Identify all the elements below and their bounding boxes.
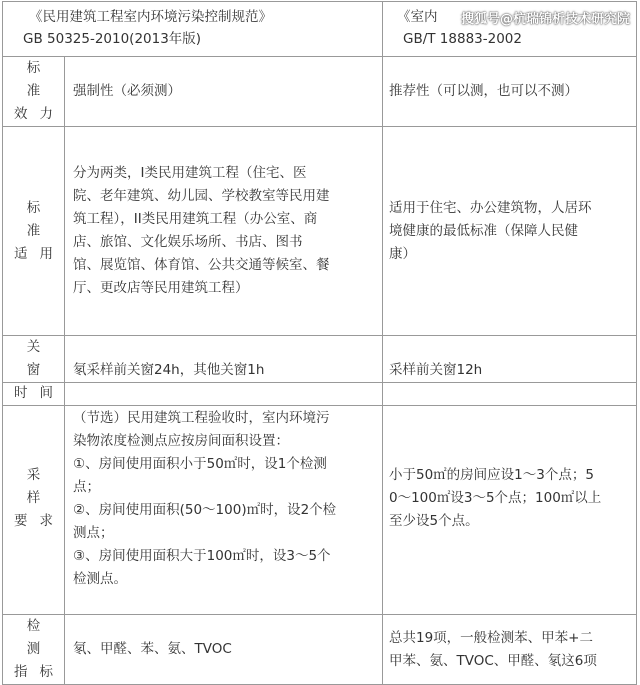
cell-text: 染物浓度检测点应按房间面积设置： — [73, 432, 289, 449]
cell-text: 厅、更改店等民用建筑工程） — [73, 280, 249, 296]
row-label-line2: 适用 — [14, 245, 65, 262]
cell-text: 院、老年建筑、幼儿园、学校教室等民用建 — [73, 188, 330, 204]
right-cell — [383, 383, 637, 615]
cell-text: 至少设5个点。 — [389, 513, 479, 529]
row-label — [3, 615, 65, 685]
left-cell — [65, 127, 383, 336]
row-label-line2: 指标 — [14, 664, 65, 680]
cell-text: （节选）民用建筑工程验收时，室内环境污 — [73, 409, 330, 426]
cell-text: 馆、展览馆、体育馆、公共交通等候室、餐 — [73, 257, 330, 273]
left-cell — [65, 615, 383, 685]
right-cell — [383, 127, 637, 336]
right-cell — [383, 57, 637, 127]
cell-text: 总共19项，一般检测苯、甲苯+二 — [389, 629, 593, 646]
cell-text: 氡、甲醛、苯、氨、TVOC — [73, 641, 232, 657]
left-cell — [65, 57, 383, 127]
cell-text: 甲苯、氨、TVOC、甲醛、氡这6项 — [389, 652, 597, 669]
cell-text: 境健康的最低标准（保障人民健 — [389, 222, 578, 239]
cell-text: 点； — [73, 478, 100, 495]
cell-text: 检测点。 — [73, 570, 127, 587]
row-label-line2: 要求 — [14, 513, 65, 529]
standards-comparison-table-2 — [2, 382, 637, 685]
row-label — [3, 127, 65, 336]
row-label-line2: 效力 — [14, 106, 65, 122]
cell-text: ③、房间使用面积大于100㎡时，设3～5个 — [73, 547, 331, 564]
left-standard-code: GB 50325-2010(2013年版) — [23, 31, 202, 47]
cell-text: 采样前关窗12h — [389, 362, 483, 378]
row-label — [3, 383, 65, 615]
cell-text: 氡采样前关窗24h，其他关窗1h — [73, 362, 265, 378]
row-sampling-requirements — [3, 383, 637, 615]
cell-text: 筑工程），II类民用建筑工程（办公室、商 — [73, 211, 318, 227]
row-label — [3, 57, 65, 127]
standards-comparison-table-1 — [2, 1, 637, 406]
cell-text: 强制性（必须测） — [73, 83, 181, 99]
row-test-indicators — [3, 615, 637, 685]
right-standard-code: GB/T 18883-2002 — [403, 31, 522, 47]
row-label-line1: 标 准 — [26, 199, 53, 239]
cell-text: 测点； — [73, 524, 114, 541]
left-standard-title: 《民用建筑工程室内环境污染控制规范》 — [29, 9, 272, 25]
cell-text: 分为两类，I类民用建筑工程（住宅、医 — [73, 165, 307, 181]
cell-text: 推荐性（可以测，也可以不测） — [389, 83, 578, 99]
row-label-line1: 采 样 — [26, 467, 53, 506]
source-watermark: 搜狐号@杭瑞锦析技术研究院 — [460, 12, 630, 27]
row-standard-effect — [3, 57, 637, 127]
row-label-line1: 标 准 — [26, 60, 53, 99]
row-label-line1: 关 窗 — [26, 339, 53, 378]
row-standard-scope — [3, 127, 637, 336]
cell-text: 适用于住宅、办公建筑物，人居环 — [389, 199, 592, 216]
row-label-line1: 检 测 — [26, 618, 53, 657]
cell-text: ①、房间使用面积小于50㎡时，设1个检测 — [73, 455, 327, 472]
cell-text: 0～100㎡设3～5个点；100㎡以上 — [389, 490, 602, 506]
cell-text: 小于50㎡的房间应设1～3个点；5 — [389, 467, 594, 483]
cell-text: 康） — [389, 245, 416, 262]
right-cell — [383, 615, 637, 685]
cell-text: ②、房间使用面积(50～100)㎡时，设2个检 — [73, 501, 337, 518]
left-standard-header — [3, 2, 383, 57]
cell-text: 店、旅馆、文化娱乐场所、书店、图书 — [73, 234, 303, 250]
row-label-line2: 时间 — [14, 385, 65, 401]
left-cell — [65, 383, 383, 615]
right-standard-title: 《室内 — [397, 9, 438, 25]
